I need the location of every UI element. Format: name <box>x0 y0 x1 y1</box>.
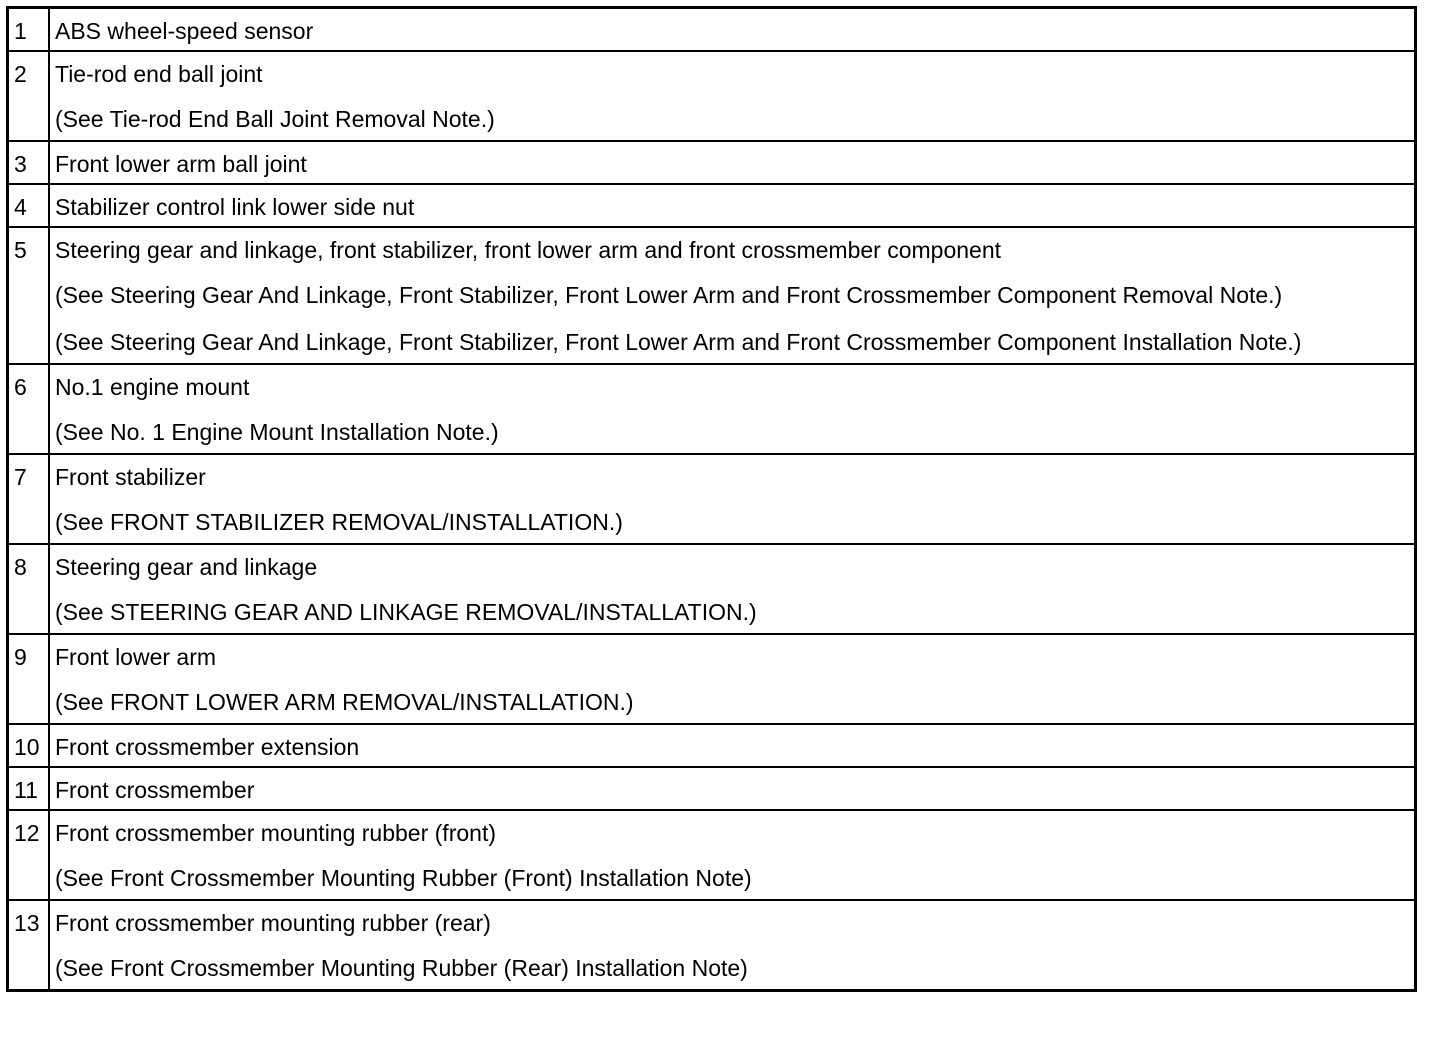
part-name: Front stabilizer <box>55 464 206 490</box>
reference-note: (See FRONT LOWER ARM REMOVAL/INSTALLATION.) <box>55 689 634 715</box>
parts-table-body <box>8 8 1416 991</box>
row-description <box>49 227 1416 364</box>
table-row <box>8 8 1416 52</box>
row-number <box>8 8 50 52</box>
reference-note: (See No. 1 Engine Mount Installation Note.) <box>55 419 499 445</box>
reference-note: (See Front Crossmember Mounting Rubber (Front) Installation Note) <box>55 865 752 891</box>
table-row <box>8 141 1416 184</box>
table-row <box>8 364 1416 454</box>
row-description <box>49 724 1416 767</box>
reference-note: (See Tie-rod End Ball Joint Removal Note.) <box>55 106 495 132</box>
row-number <box>8 634 50 724</box>
table-row <box>8 184 1416 227</box>
row-number-text: 5 <box>14 237 27 263</box>
table-row <box>8 51 1416 141</box>
row-number <box>8 51 50 141</box>
row-number-text: 9 <box>14 644 27 670</box>
row-number <box>8 767 50 810</box>
row-number <box>8 141 50 184</box>
row-number-text: 2 <box>14 61 27 87</box>
part-name: Tie-rod end ball joint <box>55 61 263 87</box>
part-name: Front crossmember extension <box>55 734 360 760</box>
row-number <box>8 454 50 544</box>
row-number <box>8 900 50 991</box>
table-row <box>8 454 1416 544</box>
row-number <box>8 544 50 634</box>
row-description <box>49 364 1416 454</box>
row-number <box>8 724 50 767</box>
row-number-text: 6 <box>14 374 27 400</box>
row-number-text: 1 <box>14 18 27 44</box>
row-number-text: 11 <box>14 777 38 803</box>
row-description <box>49 767 1416 810</box>
row-number <box>8 364 50 454</box>
row-description <box>49 454 1416 544</box>
part-name: Front crossmember mounting rubber (rear) <box>55 910 491 936</box>
row-number <box>8 184 50 227</box>
reference-note: (See Steering Gear And Linkage, Front Stabilizer, Front Lower Arm and Front Crossmember Component Installation Note.) <box>55 329 1302 355</box>
row-number-text: 4 <box>14 194 27 220</box>
part-name: Front crossmember mounting rubber (front) <box>55 820 496 846</box>
row-number-text: 8 <box>14 554 27 580</box>
row-description <box>49 51 1416 141</box>
row-description <box>49 184 1416 227</box>
table-row <box>8 544 1416 634</box>
part-name: ABS wheel-speed sensor <box>55 18 314 44</box>
parts-table <box>6 6 1417 992</box>
table-row <box>8 227 1416 364</box>
row-number <box>8 227 50 364</box>
row-description <box>49 544 1416 634</box>
table-row <box>8 634 1416 724</box>
reference-note: (See Front Crossmember Mounting Rubber (Rear) Installation Note) <box>55 955 748 981</box>
reference-note: (See STEERING GEAR AND LINKAGE REMOVAL/INSTALLATION.) <box>55 599 757 625</box>
table-row <box>8 767 1416 810</box>
row-number-text: 13 <box>14 910 40 936</box>
part-name: Steering gear and linkage <box>55 554 318 580</box>
table-row <box>8 724 1416 767</box>
part-name: Steering gear and linkage, front stabilizer, front lower arm and front crossmember component <box>55 237 1002 263</box>
row-description <box>49 141 1416 184</box>
row-number-text: 7 <box>14 464 27 490</box>
row-description <box>49 634 1416 724</box>
row-description <box>49 810 1416 900</box>
row-number-text: 12 <box>14 820 40 846</box>
reference-note: (See FRONT STABILIZER REMOVAL/INSTALLATION.) <box>55 509 623 535</box>
table-row <box>8 810 1416 900</box>
row-description <box>49 8 1416 52</box>
reference-note: (See Steering Gear And Linkage, Front Stabilizer, Front Lower Arm and Front Crossmember Component Removal Note.) <box>55 282 1283 308</box>
part-name: Front crossmember <box>55 777 255 803</box>
part-name: Front lower arm ball joint <box>55 151 307 177</box>
part-name: Stabilizer control link lower side nut <box>55 194 415 220</box>
row-number-text: 10 <box>14 734 40 760</box>
row-number <box>8 810 50 900</box>
row-number-text: 3 <box>14 151 27 177</box>
part-name: Front lower arm <box>55 644 217 670</box>
row-description <box>49 900 1416 991</box>
table-row <box>8 900 1416 991</box>
part-name: No.1 engine mount <box>55 374 250 400</box>
